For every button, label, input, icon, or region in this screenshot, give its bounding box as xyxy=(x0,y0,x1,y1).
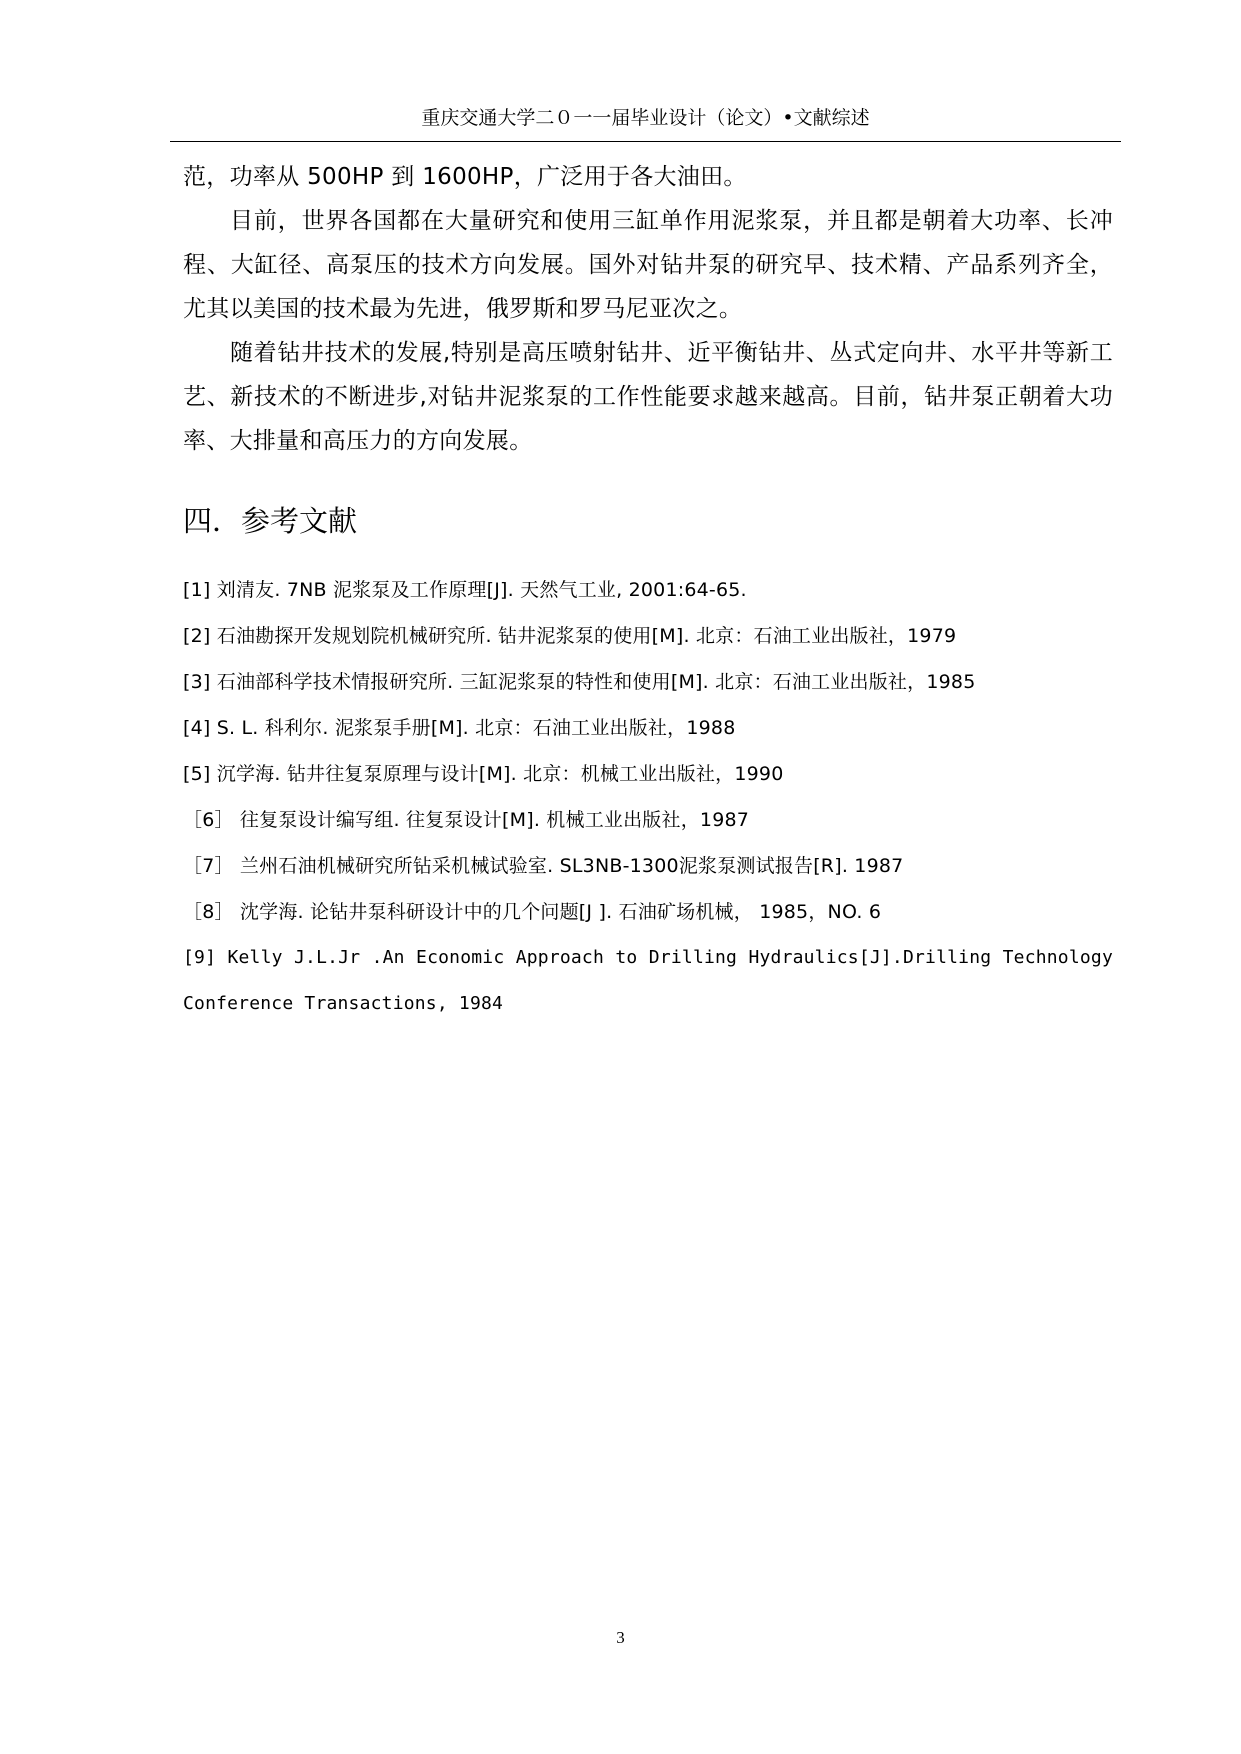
reference-item-1: [1] 刘清友. 7NB 泥浆泵及工作原理[J]. 天然气工业, 2001:64-65. xyxy=(183,579,747,601)
reference-item-9: [9] Kelly J.L.Jr .An Economic Approach to Drilling Hydraulics[J].Drilling Technology Conference Transactions, 1984 xyxy=(183,947,1113,1014)
document-body xyxy=(183,155,1113,1027)
section-title-references: 四．参考文献 xyxy=(183,504,358,538)
paragraph-2: 目前，世界各国都在大量研究和使用三缸单作用泥浆泵，并且都是朝着大功率、长冲程、大缸径、高泵压的技术方向发展。国外对钻井泵的研究早、技术精、产品系列齐全，尤其以美国的技术最为先进，俄罗斯和罗马尼亚次之。 xyxy=(183,208,1113,322)
paragraph-3: 随着钻井技术的发展,特别是高压喷射钻井、近平衡钻井、丛式定向井、水平井等新工艺、新技术的不断进步,对钻井泥浆泵的工作性能要求越来越高。目前，钻井泵正朝着大功率、大排量和高压力的方向发展。 xyxy=(183,340,1113,454)
reference-item-8: ［8］ 沈学海. 论钻井泵科研设计中的几个问题[J ]. 石油矿场机械， 1985，NO. 6 xyxy=(183,901,882,923)
reference-item-3: [3] 石油部科学技术情报研究所. 三缸泥浆泵的特性和使用[M]. 北京：石油工业出版社，1985 xyxy=(183,671,976,693)
reference-item-2: [2] 石油勘探开发规划院机械研究所. 钻井泥浆泵的使用[M]. 北京：石油工业出版社，1979 xyxy=(183,625,957,647)
reference-list xyxy=(183,567,1113,1027)
reference-item-5: [5] 沉学海. 钻井往复泵原理与设计[M]. 北京：机械工业出版社，1990 xyxy=(183,763,784,785)
reference-item-4: [4] S. L. 科利尔. 泥浆泵手册[M]. 北京：石油工业出版社，1988 xyxy=(183,717,736,739)
page-number: 3 xyxy=(616,1628,625,1647)
reference-item-7: ［7］ 兰州石油机械研究所钻采机械试验室. SL3NB-1300泥浆泵测试报告[R]. 1987 xyxy=(183,855,904,877)
reference-item-6: ［6］ 往复泵设计编写组. 往复泵设计[M]. 机械工业出版社，1987 xyxy=(183,809,750,831)
page-header xyxy=(170,103,1121,142)
header-title: 重庆交通大学二０一一届毕业设计（论文）•文献综述 xyxy=(421,107,870,129)
paragraph-1: 范，功率从 500HP 到 1600HP，广泛用于各大油田。 xyxy=(183,164,747,190)
